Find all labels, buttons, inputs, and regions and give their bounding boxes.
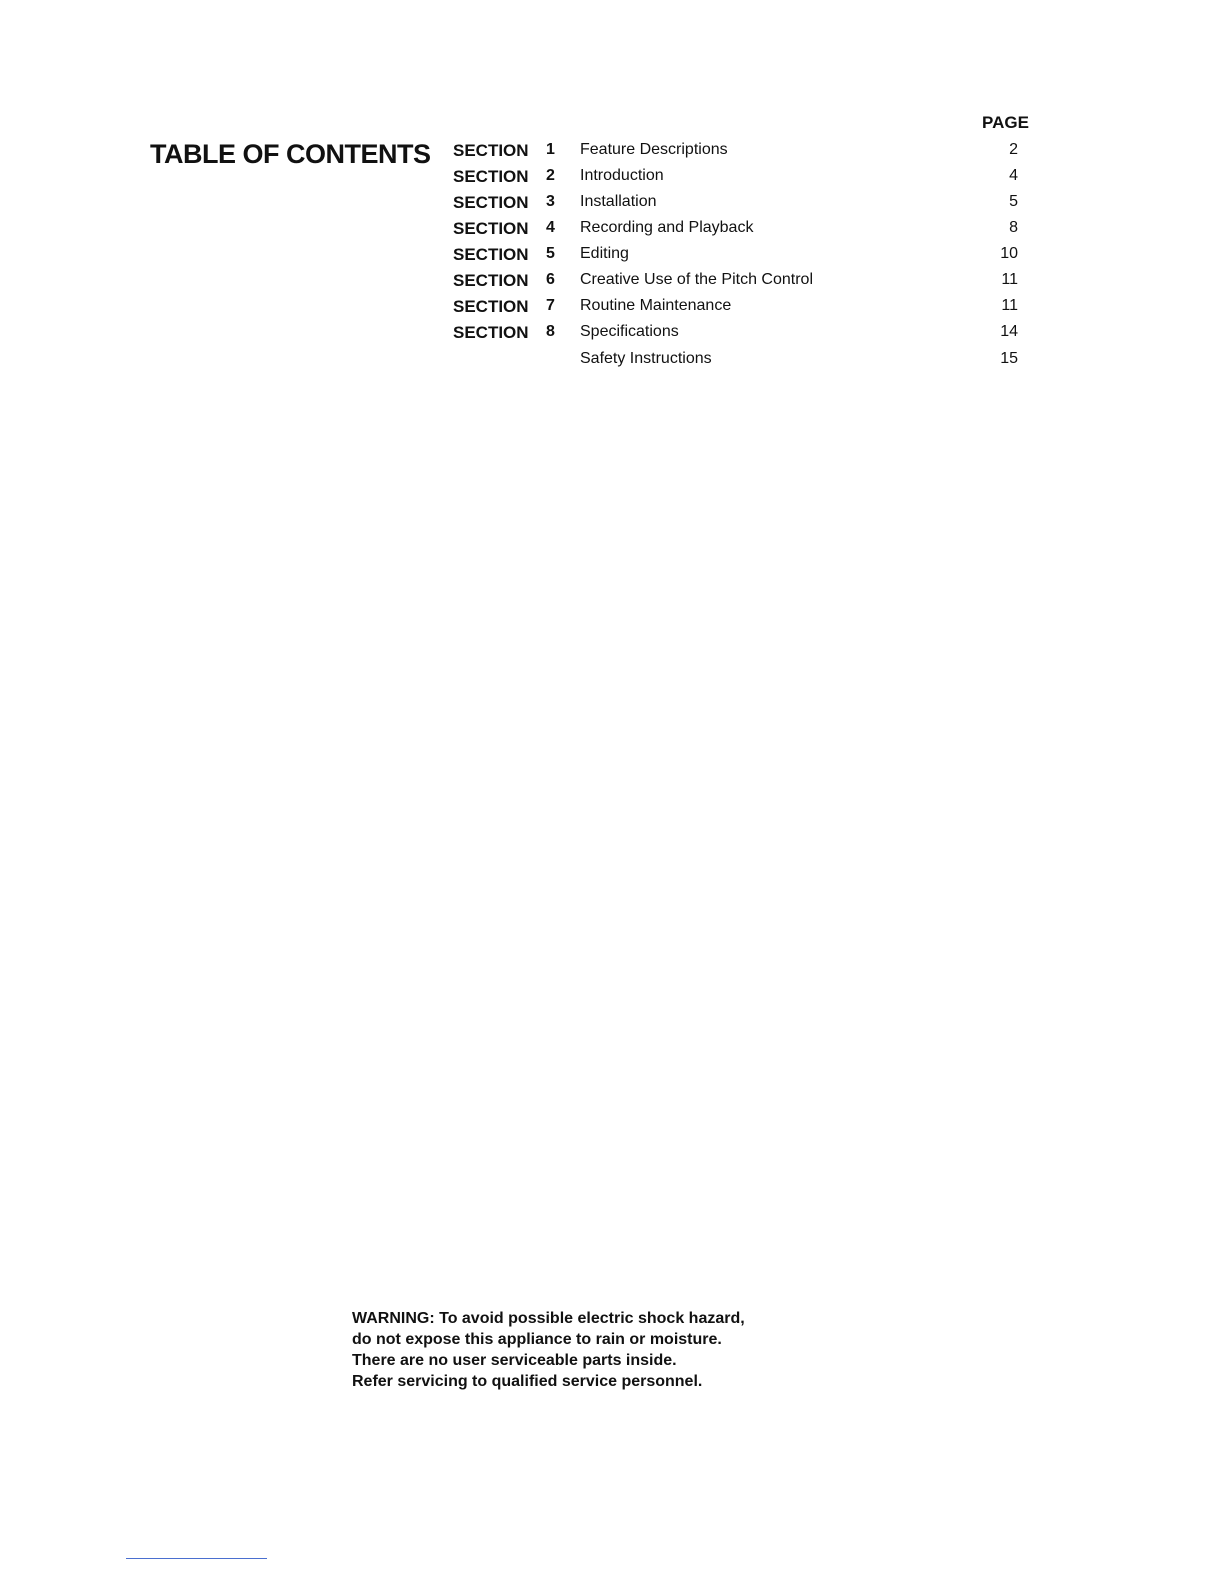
toc-entry [0, 323, 1224, 349]
section-page: 8 [1009, 219, 1018, 236]
toc-entry [0, 219, 1224, 245]
section-label: SECTION [453, 141, 529, 160]
section-number: 7 [546, 297, 555, 314]
section-page: 15 [1000, 350, 1018, 367]
section-title: Creative Use of the Pitch Control [580, 271, 813, 288]
warning-line: do not expose this appliance to rain or moisture. [352, 1331, 722, 1348]
section-title: Editing [580, 245, 629, 262]
section-number: 6 [546, 271, 555, 288]
page-column-header: PAGE [982, 113, 1029, 132]
section-label: SECTION [453, 245, 529, 264]
section-title: Introduction [580, 167, 664, 184]
section-page: 5 [1009, 193, 1018, 210]
section-title: Feature Descriptions [580, 141, 728, 158]
section-label: SECTION [453, 297, 529, 316]
section-number: 1 [546, 141, 555, 158]
section-title: Routine Maintenance [580, 297, 732, 314]
toc-entry [0, 245, 1224, 271]
section-label: SECTION [453, 167, 529, 186]
warning-notice [352, 1308, 745, 1392]
section-label: SECTION [453, 219, 529, 238]
section-title: Specifications [580, 323, 679, 340]
section-label: SECTION [453, 271, 529, 290]
toc-entry [0, 297, 1224, 323]
section-page: 11 [1001, 271, 1018, 288]
section-page: 11 [1001, 297, 1018, 314]
toc-entry [0, 193, 1224, 219]
toc-entry [0, 167, 1224, 193]
section-number: 3 [546, 193, 555, 210]
warning-line: WARNING: To avoid possible electric shock hazard, [352, 1310, 745, 1327]
section-title: Installation [580, 193, 657, 210]
section-label: SECTION [453, 323, 529, 342]
warning-line: Refer servicing to qualified service personnel. [352, 1373, 703, 1390]
toc-entry [0, 350, 1224, 376]
section-page: 14 [1000, 323, 1018, 340]
section-page: 4 [1009, 167, 1018, 184]
section-number: 4 [546, 219, 555, 236]
section-number: 5 [546, 245, 555, 262]
section-number: 2 [546, 167, 555, 184]
toc-title: TABLE OF CONTENTS [150, 139, 431, 169]
toc-entry [0, 141, 1224, 167]
section-page: 10 [1000, 245, 1018, 262]
section-label: SECTION [453, 193, 529, 212]
bottom-rule [126, 1558, 267, 1559]
section-number: 8 [546, 323, 555, 340]
section-title: Safety Instructions [580, 350, 712, 367]
section-page: 2 [1009, 141, 1018, 158]
toc-entry [0, 271, 1224, 297]
section-title: Recording and Playback [580, 219, 754, 236]
warning-line: There are no user serviceable parts inside. [352, 1352, 677, 1369]
